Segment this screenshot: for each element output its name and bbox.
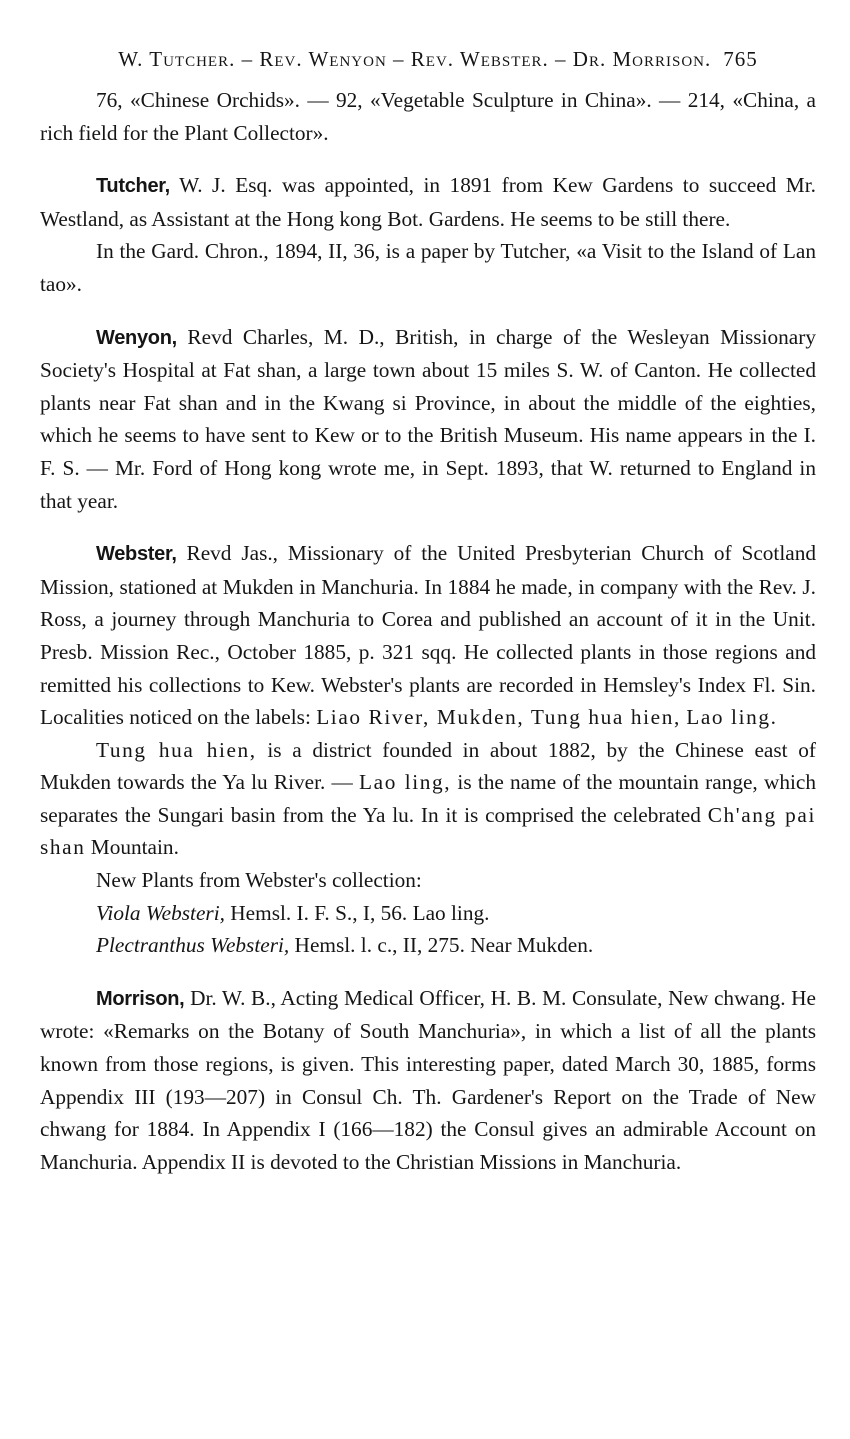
webster-name: Webster,: [96, 543, 177, 566]
new-plants-heading: New Plants from Webster's collection:: [96, 868, 422, 893]
webster-localities-2: Lao ling.: [686, 705, 778, 730]
section-gap: [40, 962, 816, 982]
plant-reference: Hemsl. I. F. S., I, 56. Lao ling.: [224, 900, 490, 925]
section-gap: [40, 517, 816, 537]
morrison-paragraph: [40, 982, 816, 1179]
tutcher-name: Tutcher,: [96, 175, 170, 198]
webster-text-2c: Mountain.: [85, 835, 179, 860]
morrison-name: Morrison,: [96, 987, 185, 1010]
webster-text-1: Revd Jas., Missionary of the United Presbyterian Church of Scotland Mission, stationed at Mukden in Manchuria. In 1884 he made, in company with the Rev. J. Ross, a journey through Manchuria to Corea and published an account of it in the Unit. Presb. Mission Rec., October 1885, p. 321 sqq. He collected plants in those regions and remitted his collections to Kew. Webster's plants are recorded in Hemsley's Index Fl. Sin. Localities noticed on the labels:: [40, 541, 817, 730]
document-page: [40, 44, 816, 1178]
webster-loc-changpaishan: Ch'ang pai shan: [40, 802, 816, 860]
wenyon-paragraph: [40, 321, 816, 518]
webster-paragraph-1: [40, 537, 816, 734]
wenyon-name: Wenyon,: [96, 326, 177, 349]
plant-item: [96, 897, 816, 930]
plant-item: [96, 929, 816, 962]
section-gap: [40, 301, 816, 321]
morrison-text: Dr. W. B., Acting Medical Officer, H. B. M. Consulate, New chwang. He wrote: «Remarks on the Botany of South Manchuria», in which a list of all the plants known from those regions, is given. This interesting paper, dated March 30, 1885, forms Appendix III (193—207) in Consul Ch. Th. Gardener's Report on the Trade of New chwang for 1884. In Appendix I (166—182) the Consul gives an admirable Account on Manchuria. Appendix II is devoted to the Christian Missions in Manchuria.: [40, 985, 816, 1174]
webster-text-2b: is the name of the mountain range, which separates the Sungari basin from the Ya lu. In it is comprised the celebrated: [40, 770, 816, 827]
tutcher-paragraph-2: In the Gard. Chron., 1894, II, 36, is a paper by Tutcher, «a Visit to the Island of Lan tao».: [40, 239, 816, 296]
page-number: 765: [723, 47, 758, 71]
webster-paragraph-2: [40, 734, 816, 864]
webster-text-2a: is a district founded in about 1882, by the Chinese east of Mukden towards the Ya lu River. —: [40, 737, 816, 795]
plant-name: Viola Websteri,: [96, 900, 225, 925]
section-gap: [40, 149, 816, 169]
intro-paragraph: 76, «Chinese Orchids». — 92, «Vegetable Sculpture in China». — 214, «China, a rich field for the Plant Collector».: [40, 88, 816, 145]
running-header: [60, 44, 816, 74]
running-title: W. Tutcher. – Rev. Wenyon – Rev. Webster. – Dr. Morrison.: [118, 47, 712, 71]
plant-name: Plectranthus Websteri,: [96, 933, 290, 958]
tutcher-text-1: W. J. Esq. was appointed, in 1891 from Kew Gardens to succeed Mr. Westland, as Assistant at the Hong kong Bot. Gardens. He seems to be still there.: [40, 173, 816, 231]
webster-localities-1: Liao River, Mukden, Tung hua hien,: [316, 705, 681, 730]
tutcher-paragraph-1: [40, 169, 816, 235]
plant-reference: Hemsl. l. c., II, 275. Near Mukden.: [289, 933, 594, 958]
webster-loc-tunghua: Tung hua hien,: [96, 737, 257, 762]
webster-loc-laoling: Lao ling,: [359, 770, 452, 795]
wenyon-text: Revd Charles, M. D., British, in charge of the Wesleyan Missionary Society's Hospital at Fat shan, a large town about 15 miles S. W. of Canton. He collected plants near Fat shan and in the Kwang si Province, in about the middle of the eighties, which he seems to have sent to Kew or to the British Museum. His name appears in the I. F. S. — Mr. Ford of Hong kong wrote me, in Sept. 1893, that W. returned to England in that year.: [40, 324, 816, 513]
